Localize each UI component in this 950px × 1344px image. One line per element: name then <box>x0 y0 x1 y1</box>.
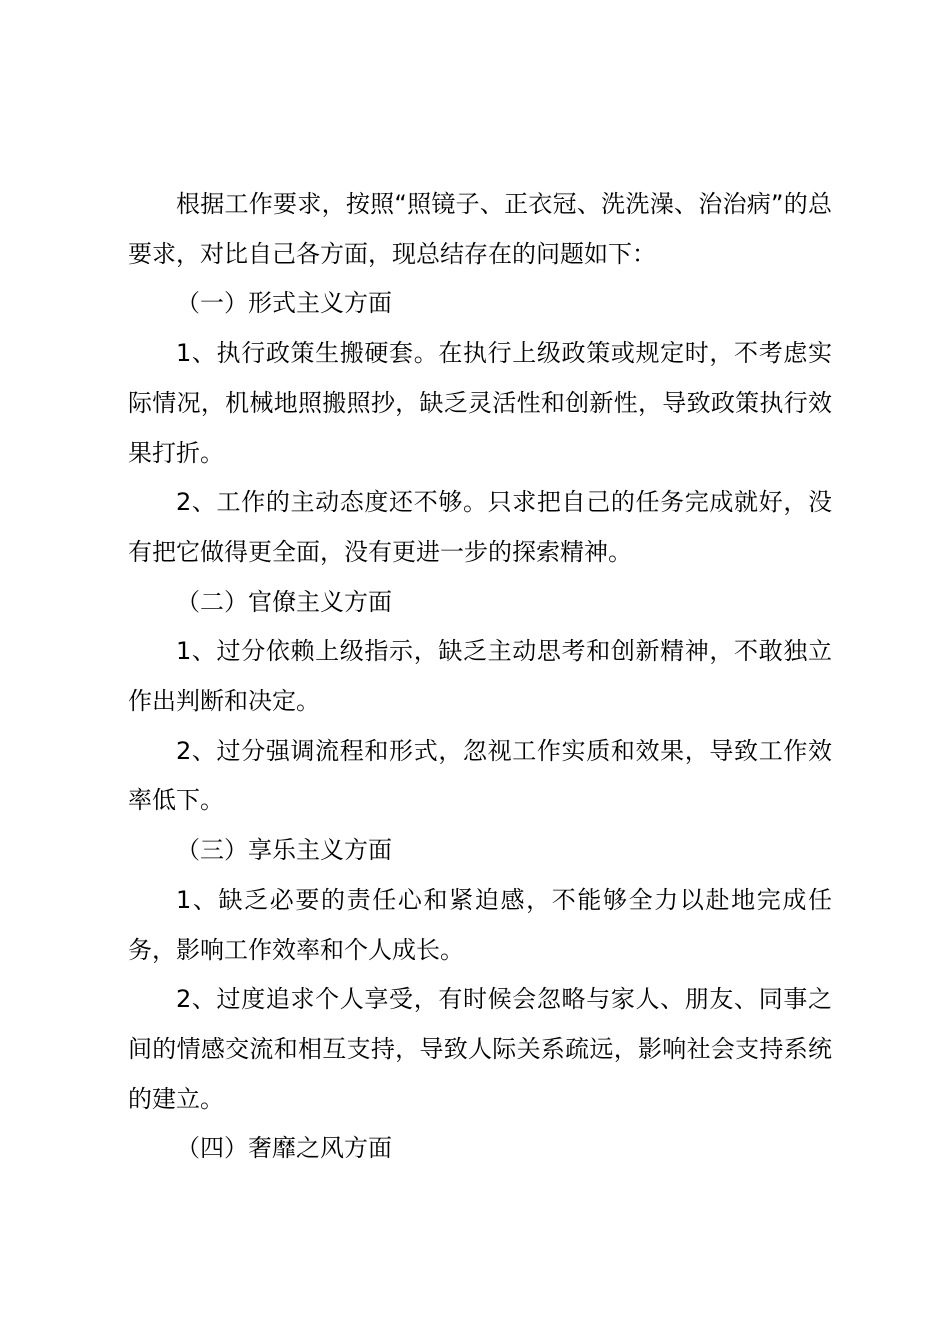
section-heading-extravagance: （四）奢靡之风方面 <box>176 1134 392 1163</box>
hedonism-item-1: 1、缺乏必要的责任心和紧迫感，不能够全力以赴地完成任务，影响工作效率和个人成长。 <box>128 885 832 964</box>
hedonism-item-2: 2、过度追求个人享受，有时候会忽略与家人、朋友、同事之间的情感交流和相互支持，导致人际关系疏远，影响社会支持系统的建立。 <box>128 985 832 1113</box>
section-heading-bureaucratism: （二）官僚主义方面 <box>176 587 392 616</box>
section-heading-formalism: （一）形式主义方面 <box>176 289 392 318</box>
intro-paragraph: 根据工作要求，按照“照镜子、正衣冠、洗洗澡、治治病”的总要求，对比自己各方面，现总结存在的问题如下： <box>128 190 832 268</box>
document-body <box>128 180 832 1174</box>
bureaucratism-item-1: 1、过分依赖上级指示，缺乏主动思考和创新精神，不敢独立作出判断和决定。 <box>128 637 832 716</box>
section-heading-hedonism: （三）享乐主义方面 <box>176 836 392 865</box>
formalism-item-2: 2、工作的主动态度还不够。只求把自己的任务完成就好，没有把它做得更全面，没有更进一步的探索精神。 <box>128 488 832 566</box>
bureaucratism-item-2: 2、过分强调流程和形式，忽视工作实质和效果，导致工作效率低下。 <box>128 736 832 815</box>
formalism-item-1: 1、执行政策生搬硬套。在执行上级政策或规定时，不考虑实际情况，机械地照搬照抄，缺乏灵活性和创新性，导致政策执行效果打折。 <box>128 339 832 467</box>
